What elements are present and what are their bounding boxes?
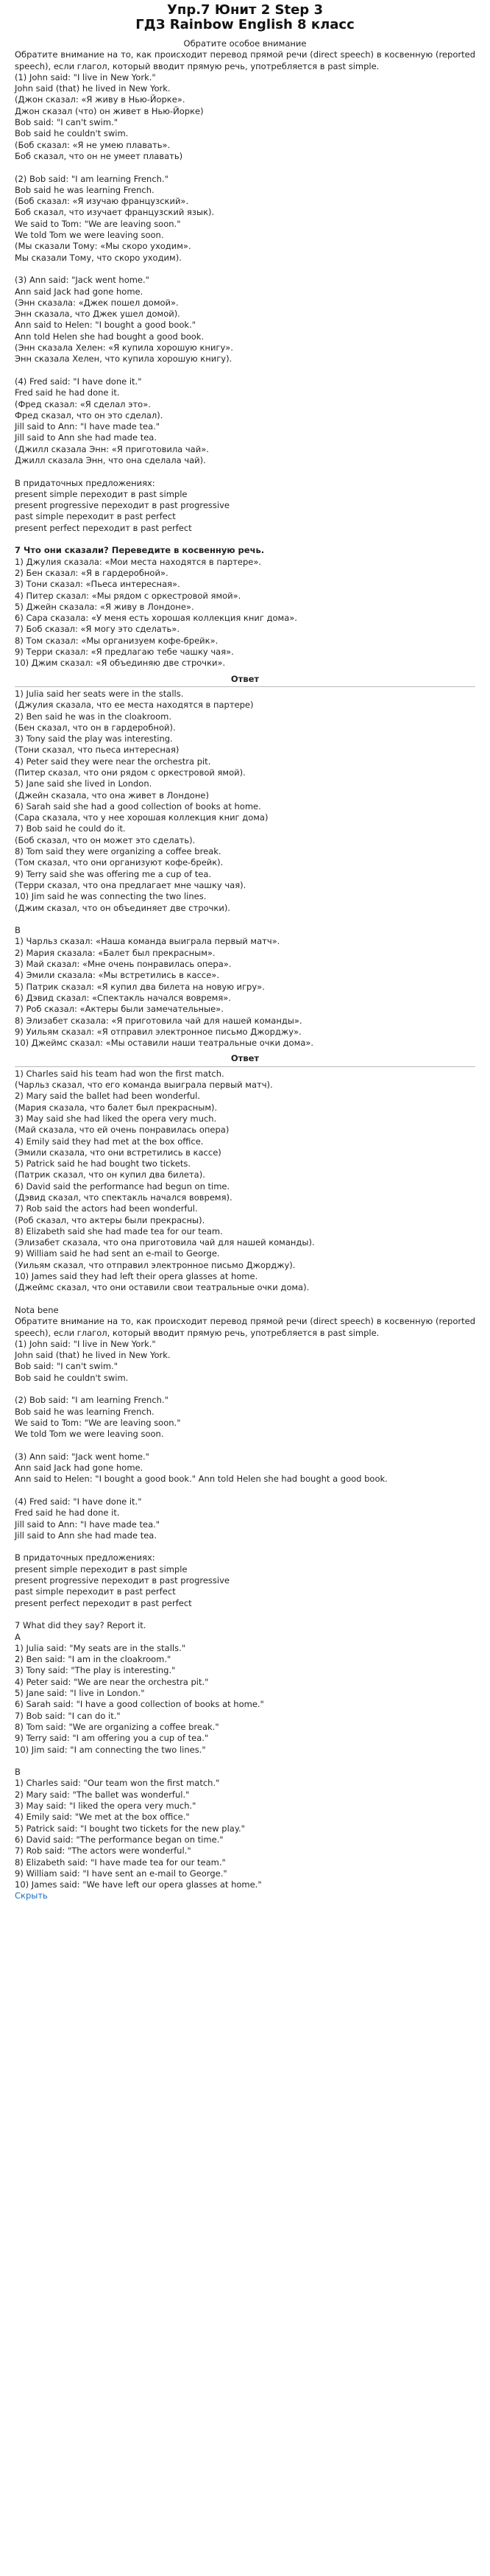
answer-2-label: Ответ — [230, 1053, 260, 1064]
text-line: 1) Julia said: "My seats are in the stalls." — [15, 1642, 186, 1653]
text-line: 10) Jim said he was connecting the two lines. — [15, 891, 207, 902]
text-line: Джон сказал (что) он живет в Нью-Йорке) — [15, 105, 204, 116]
text-line: 5) Jane said: "I live in London." — [15, 1688, 145, 1699]
divider — [15, 686, 475, 687]
answer-1-label: Ответ — [230, 673, 260, 684]
note-title: Обратите особое внимание — [183, 38, 307, 49]
part-b-list — [15, 936, 475, 1049]
text-line: (Элизабет сказала, что она приготовила чай для нашей команды). — [15, 1237, 315, 1248]
text-line: (Джеймс сказал, что они оставили свои театральные очки дома). — [15, 1282, 310, 1293]
text-line: 9) Уильям сказал: «Я отправил электронное письмо Джорджу». — [15, 1026, 302, 1037]
text-line: 6) Дэвид сказал: «Спектакль начался вовремя». — [15, 992, 231, 1003]
page — [0, 3, 490, 1902]
text-line: Bob said: "I can't swim." — [15, 117, 118, 128]
text-line: 7) Rob said: "The actors were wonderful." — [15, 1845, 191, 1857]
text-line: 1) Чарльз сказал: «Наша команда выиграла первый матч». — [15, 936, 280, 947]
text-line: present progressive переходит в past progressive — [15, 1575, 230, 1586]
text-line: 7) Bob said he could do it. — [15, 823, 126, 834]
text-line: (Джилл сказала Энн: «Я приготовила чай». — [15, 443, 209, 454]
text-line: 5) Patrick said: "I bought two tickets for the new play." — [15, 1823, 245, 1834]
task-heading: 7 Что они сказали? Переведите в косвенную речь. — [15, 545, 265, 556]
text-line: Ann said Jack had gone home. — [15, 1463, 143, 1474]
text-line: present simple переходит в past simple — [15, 488, 188, 499]
nota-block-2 — [15, 1395, 475, 1440]
text-line: Боб сказал, что изучает французский язык). — [15, 207, 215, 218]
text-line: 4) Питер сказал: «Мы рядом с оркестровой ямой». — [15, 590, 241, 601]
note-block-3 — [15, 275, 475, 365]
text-line: (2) Bob said: "I am learning French." — [15, 173, 168, 184]
text-line: В придаточных предложениях: — [15, 1552, 155, 1563]
text-line: (Дэвид сказал, что спектакль начался вовремя). — [15, 1192, 232, 1203]
english-part-a-label: A — [15, 1631, 21, 1642]
note-block-1 — [15, 72, 475, 162]
text-line: 6) Сара сказала: «У меня есть хорошая коллекция книг дома». — [15, 613, 297, 624]
text-line: (Май сказала, что ей очень понравилась опера) — [15, 1125, 230, 1136]
text-line: (Терри сказал, что она предлагает мне чашку чая). — [15, 879, 246, 890]
text-line: 9) William said he had sent an e-mail to George. — [15, 1248, 220, 1259]
text-line: Jill said to Ann she had made tea. — [15, 1530, 157, 1541]
collapse-link[interactable]: Скрыть — [15, 1890, 48, 1901]
text-line: 9) Terry said she was offering me a cup of tea. — [15, 868, 212, 879]
text-line: past simple переходит в past perfect — [15, 1586, 176, 1597]
text-line: 5) Jane said she lived in London. — [15, 778, 152, 789]
english-task-heading: 7 What did they say? Report it. — [15, 1620, 146, 1631]
nota-intro: Обратите внимание на то, как происходит перевод прямой речи (direct speech) в косвенную (reported speech), если глагол, который вводит прямую речь, употребляется в past simple. — [15, 1316, 475, 1338]
text-line: (Роб сказал, что актеры были прекрасны). — [15, 1214, 205, 1225]
note-intro: Обратите внимание на то, как происходит перевод прямой речи (direct speech) в косвенную (reported speech), если глагол, который вводит прямую речь, употребляется в past simple. — [15, 49, 475, 71]
text-line: 9) Терри сказал: «Я предлагаю тебе чашку чая». — [15, 647, 234, 658]
text-line: (Мария сказала, что балет был прекрасным). — [15, 1102, 218, 1113]
text-line: Ann said to Helen: "I bought a good book." — [15, 320, 196, 331]
text-line: John said (that) he lived in New York. — [15, 1350, 171, 1361]
text-line: (3) Ann said: "Jack went home." — [15, 275, 149, 286]
text-line: Энн сказала, что Джек ушел домой). — [15, 309, 180, 320]
page-title-line1: Упр.7 Юнит 2 Step 3 — [167, 2, 323, 18]
text-line: (2) Bob said: "I am learning French." — [15, 1395, 168, 1406]
text-line: past simple переходит в past perfect — [15, 511, 176, 522]
text-line: (Питер сказал, что они рядом с оркестровой ямой). — [15, 767, 246, 778]
nota-block-1 — [15, 1339, 475, 1384]
nota-block-4 — [15, 1496, 475, 1541]
text-line: Bob said he was learning French. — [15, 1406, 155, 1417]
text-line: present perfect переходит в past perfect — [15, 522, 192, 533]
text-line: 7) Боб сказал: «Я могу это сделать». — [15, 624, 180, 635]
text-line: (1) John said: "I live in New York." — [15, 1338, 156, 1349]
text-line: 3) Май сказал: «Мне очень понравилась опера». — [15, 959, 232, 970]
text-line: 10) Джеймс сказал: «Мы оставили наши театральные очки дома». — [15, 1038, 314, 1049]
text-line: (Боб сказал: «Я не умею плавать». — [15, 139, 171, 150]
answer-2-list — [15, 1069, 475, 1294]
text-line: 6) David said: "The performance began on time." — [15, 1834, 224, 1845]
divider — [15, 1066, 475, 1067]
note-block-2 — [15, 174, 475, 264]
text-line: Фред сказал, что он это сделал). — [15, 409, 163, 420]
text-line: Bob said: "I can't swim." — [15, 1361, 118, 1372]
page-title-line2: ГДЗ Rainbow English 8 класс — [135, 17, 355, 32]
answer-1-list — [15, 689, 475, 914]
nota-subordinate — [15, 1552, 475, 1608]
text-line: 8) Elizabeth said she had made tea for our team. — [15, 1225, 223, 1236]
text-line: 4) Emily said: "We met at the box office." — [15, 1812, 190, 1823]
text-line: Джилл сказала Энн, что она сделала чай). — [15, 454, 206, 465]
text-line: Мы сказали Тому, что скоро уходим). — [15, 252, 182, 263]
text-line: (Бен сказал, что он в гардеробной). — [15, 722, 176, 733]
text-line: 7) Роб сказал: «Актеры были замечательные». — [15, 1004, 224, 1015]
text-line: (3) Ann said: "Jack went home." — [15, 1451, 149, 1462]
text-line: (4) Fred said: "I have done it." — [15, 1496, 142, 1507]
text-line: (Джим сказал, что он объединяет две строчки). — [15, 902, 230, 913]
text-line: 7) Rob said the actors had been wonderful. — [15, 1203, 198, 1214]
text-line: Jill said to Ann: "I have made tea." — [15, 421, 160, 432]
text-line: Jill said to Ann: "I have made tea." — [15, 1518, 160, 1530]
text-line: 1) Джулия сказала: «Мои места находятся в партере». — [15, 556, 262, 567]
text-line: 3) May said: "I liked the opera very much." — [15, 1801, 196, 1812]
text-line: 4) Emily said they had met at the box office. — [15, 1136, 204, 1147]
english-part-b-list — [15, 1778, 475, 1890]
text-line: (Джулия сказала, что ее места находятся в партере) — [15, 700, 254, 711]
text-line: 10) James said they had left their opera glasses at home. — [15, 1271, 258, 1282]
text-line: 2) Ben said he was in the cloakroom. — [15, 711, 172, 722]
text-line: (Джон сказал: «Я живу в Нью-Йорке». — [15, 94, 185, 105]
english-part-b-label: B — [15, 1767, 21, 1778]
text-line: Bob said he couldn't swim. — [15, 128, 129, 139]
text-line: 3) May said she had liked the opera very much. — [15, 1113, 217, 1124]
text-line: (Эмили сказала, что они встретились в кассе) — [15, 1147, 221, 1158]
english-part-a-list — [15, 1643, 475, 1756]
text-line: 10) Jim said: "I am connecting the two lines." — [15, 1744, 206, 1755]
text-line: 8) Элизабет сказала: «Я приготовила чай для нашей команды». — [15, 1015, 302, 1026]
nota-title: Nota bene — [15, 1304, 59, 1315]
text-line: 9) William said: "I have sent an e-mail to George." — [15, 1868, 227, 1879]
text-line: 3) Tony said: "The play is interesting." — [15, 1665, 176, 1676]
text-line: We told Tom we were leaving soon. — [15, 230, 164, 241]
text-line: Ann said Jack had gone home. — [15, 286, 143, 297]
text-line: 10) James said: "We have left our opera glasses at home." — [15, 1879, 262, 1890]
text-line: 9) Terry said: "I am offering you a cup of tea." — [15, 1733, 209, 1744]
text-line: 10) Джим сказал: «Я объединяю две строчки». — [15, 658, 226, 669]
text-line: (Энн сказала: «Джек пошел домой». — [15, 297, 179, 308]
text-line: John said (that) he lived in New York. — [15, 83, 171, 94]
text-line: 4) Эмили сказала: «Мы встретились в кассе». — [15, 970, 219, 981]
nota-block-3 — [15, 1451, 475, 1485]
text-line: Jill said to Ann she had made tea. — [15, 432, 157, 443]
text-line: 4) Peter said: "We are near the orchestra pit." — [15, 1676, 209, 1687]
text-line: present simple переходит в past simple — [15, 1563, 188, 1574]
text-line: В придаточных предложениях: — [15, 477, 155, 488]
note-subordinate — [15, 478, 475, 534]
text-line: 6) Sarah said: "I have a good collection of books at home." — [15, 1699, 264, 1710]
text-line: (Патрик сказал, что он купил два билета). — [15, 1169, 205, 1180]
text-line: 2) Мария сказала: «Балет был прекрасным». — [15, 947, 216, 958]
text-line: 6) Sarah said she had a good collection of books at home. — [15, 800, 261, 812]
text-line: (Сара сказала, что у нее хорошая коллекция книг дома) — [15, 812, 269, 823]
content — [0, 32, 490, 1902]
text-line: 2) Бен сказал: «Я в гардеробной». — [15, 567, 168, 578]
text-line: 2) Mary said the ballet had been wonderful. — [15, 1091, 201, 1102]
text-line: (4) Fred said: "I have done it." — [15, 376, 142, 387]
text-line: 7) Bob said: "I can do it." — [15, 1710, 121, 1721]
text-line: (Джейн сказала, что она живет в Лондоне) — [15, 789, 209, 800]
text-line: (Том сказал, что они организуют кофе-брейк). — [15, 857, 224, 868]
text-line: (Фред сказал: «Я сделал это». — [15, 398, 151, 409]
text-line: (Энн сказала Хелен: «Я купила хорошую книгу». — [15, 342, 233, 353]
text-line: We said to Tom: "We are leaving soon." — [15, 1417, 181, 1428]
text-line: present perfect переходит в past perfect — [15, 1597, 192, 1608]
text-line: (Тони сказал, что пьеса интересная) — [15, 745, 180, 756]
text-line: 5) Патрик сказал: «Я купил два билета на новую игру». — [15, 981, 265, 992]
text-line: 1) Julia said her seats were in the stalls. — [15, 688, 184, 699]
text-line: Ann told Helen she had bought a good book. — [15, 331, 205, 342]
text-line: We said to Tom: "We are leaving soon." — [15, 218, 181, 229]
text-line: Энн сказала Хелен, что купила хорошую книгу). — [15, 353, 232, 365]
note-block-4 — [15, 376, 475, 466]
text-line: (1) John said: "I live in New York." — [15, 71, 156, 82]
text-line: (Боб сказал, что он может это сделать). — [15, 834, 196, 845]
text-line: 1) Charles said his team had won the first match. — [15, 1068, 224, 1079]
text-line: (Уильям сказал, что отправил электронное письмо Джорджу). — [15, 1259, 296, 1270]
text-line: 8) Том сказал: «Мы организуем кофе-брейк». — [15, 635, 219, 646]
text-line: (Боб сказал: «Я изучаю французский». — [15, 196, 189, 207]
text-line: Fred said he had done it. — [15, 387, 120, 398]
text-line: 1) Charles said: "Our team won the first match." — [15, 1778, 220, 1789]
text-line: (Чарльз сказал, что его команда выиграла первый матч). — [15, 1080, 273, 1091]
page-title — [0, 3, 490, 32]
text-line: 3) Тони сказал: «Пьеса интересная». — [15, 579, 180, 590]
text-line: (Мы сказали Тому: «Мы скоро уходим». — [15, 241, 191, 252]
part-b-label: B — [15, 925, 21, 936]
text-line: 8) Tom said they were organizing a coffee break. — [15, 846, 221, 857]
text-line: 8) Tom said: "We are organizing a coffee break." — [15, 1721, 219, 1732]
text-line: 5) Джейн сказала: «Я живу в Лондоне». — [15, 601, 194, 612]
text-line: 5) Patrick said he had bought two tickets. — [15, 1158, 191, 1169]
text-line: 2) Ben said: "I am in the cloakroom." — [15, 1654, 171, 1665]
text-line: Боб сказал, что он не умеет плавать) — [15, 150, 183, 161]
text-line: Ann said to Helen: "I bought a good book." Ann told Helen she had bought a good book. — [15, 1474, 388, 1485]
task-part-a — [15, 557, 475, 669]
text-line: present progressive переходит в past progressive — [15, 500, 230, 511]
text-line: Bob said he was learning French. — [15, 184, 155, 195]
text-line: 4) Peter said they were near the orchestra pit. — [15, 756, 211, 767]
text-line: 3) Tony said the play was interesting. — [15, 733, 173, 745]
text-line: We told Tom we were leaving soon. — [15, 1429, 164, 1440]
text-line: Bob said he couldn't swim. — [15, 1372, 129, 1383]
text-line: 2) Mary said: "The ballet was wonderful." — [15, 1789, 190, 1800]
text-line: Fred said he had done it. — [15, 1507, 120, 1518]
text-line: 8) Elizabeth said: "I have made tea for our team." — [15, 1857, 226, 1868]
text-line: 6) David said the performance had begun on time. — [15, 1180, 230, 1192]
